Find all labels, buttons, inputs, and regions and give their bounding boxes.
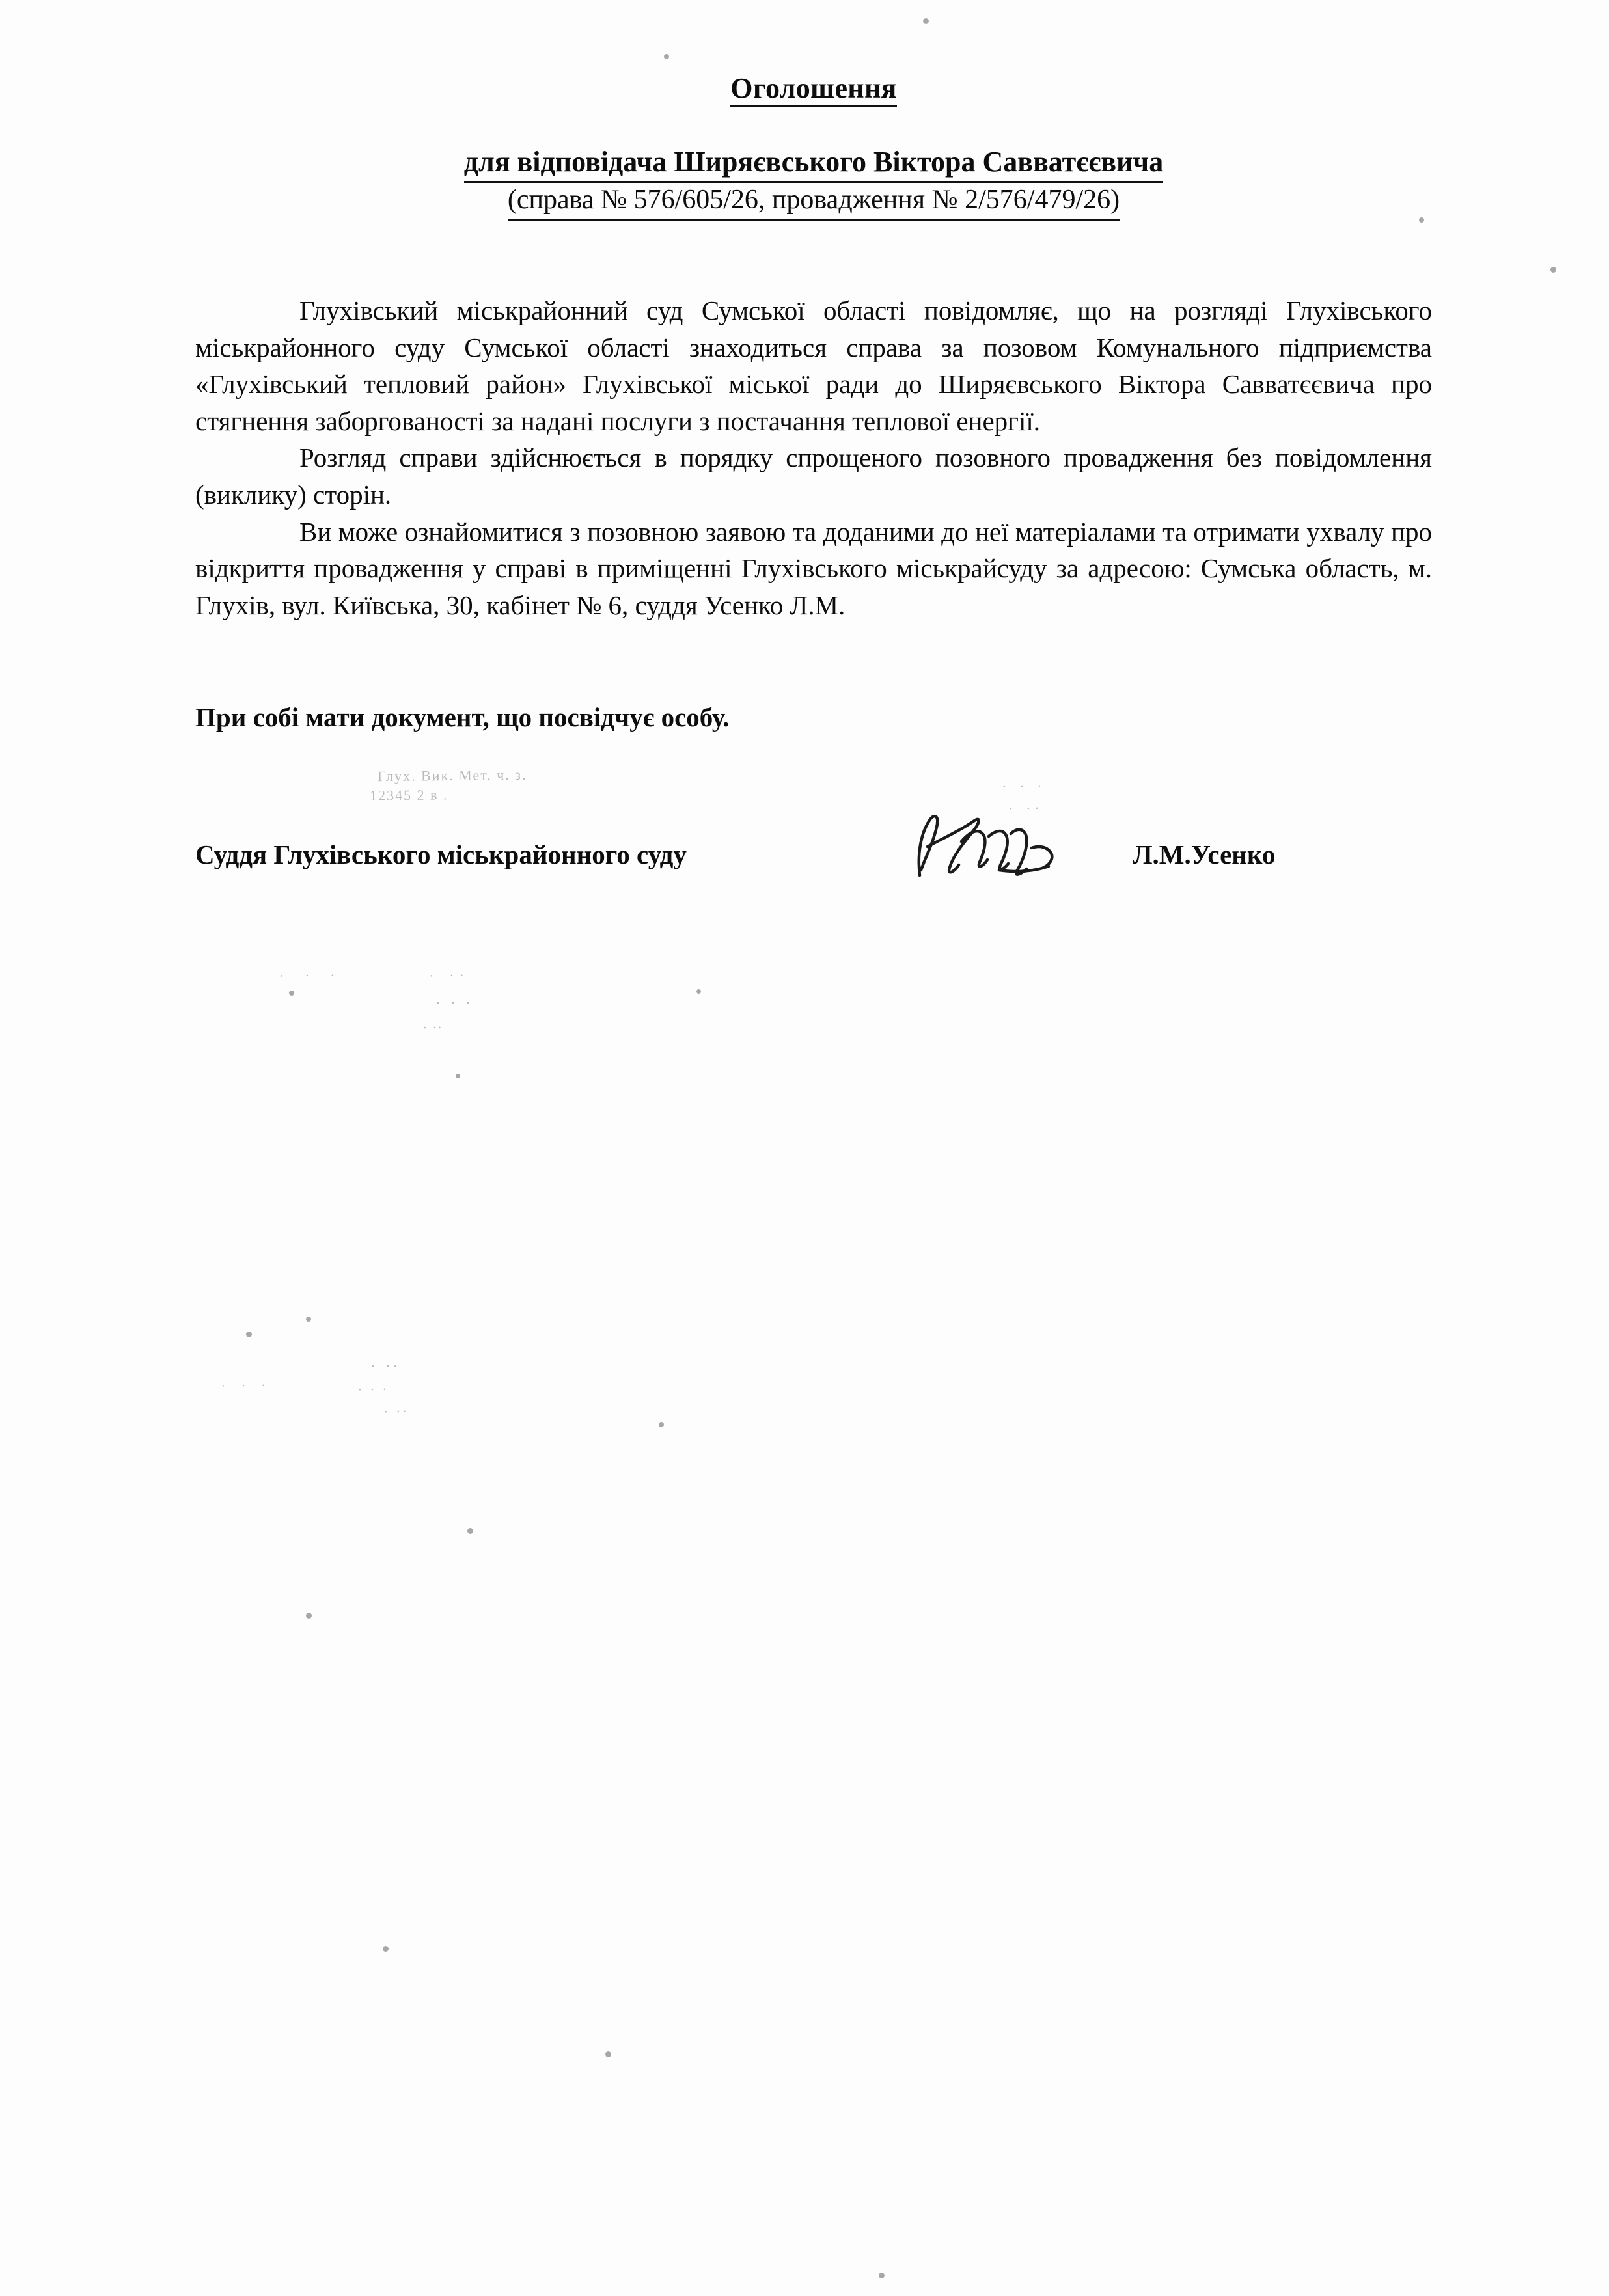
scan-speck [456,1074,460,1078]
paragraph-1: Глухівський міськрайонний суд Сумської області повідомляє, що на розгляді Глухівського міськрайонного суду Сумської області знаходиться справа за позовом Комунального підприємства «Глухівський тепловий район» Глухівської міської ради до Ширяєвського Віктора Савватєєвича про стягнення заборгованості за надані послуги з постачання теплової енергії. [195,295,1432,436]
signature-block [195,834,1432,892]
ghost-line: . .. [1008,795,1045,813]
ghost-line: . .. [429,963,471,980]
ghost-line: . . . [357,1376,389,1394]
ghost-line: 12345 2 в . [369,786,448,804]
scan-speck [879,2273,885,2278]
subtitle-line-1: для відповідача Ширяєвського Віктора Савватєєвича [464,144,1163,183]
page-title-text: Оголошення [730,72,896,107]
scan-speck [246,1332,252,1337]
subtitle-line-2: (справа № 576/605/26, провадження № 2/576/479/26) [508,183,1120,221]
ghost-line: . .. [422,1015,443,1032]
scan-speck [289,991,294,996]
scan-ghost-text-2 [260,957,755,1035]
scan-speck [467,1528,473,1534]
document-note: При собі мати документ, що посвідчує особу. [195,702,730,733]
paragraph-2: Розгляд справи здійснюється в порядку спрощеного позовного провадження без повідомлення (виклику) сторін. [195,443,1432,510]
ghost-line: . . . [279,963,344,980]
page-title [195,72,1432,105]
scan-speck [1550,267,1556,273]
signature-label: Суддя Глухівського міськрайонного суду [195,840,687,870]
document-subtitle [195,144,1432,221]
scan-ghost-text-3 [215,1354,618,1432]
scan-speck [383,1946,389,1952]
signature-name: Л.М.Усенко [1133,840,1276,870]
ghost-line: . .. [383,1399,409,1416]
ghost-line: . . . [1002,773,1047,791]
scan-speck [696,989,701,994]
scan-speck [306,1317,311,1322]
ghost-line: . . . [435,990,474,1007]
scan-speck [306,1613,312,1619]
paragraph-3: Ви може ознайомитися з позовною заявою та доданими до неї матеріалами та отримати ухвалу про відкриття провадження у справі в приміщенні Глухівського міськрайсуду за адресою: Сумська область, м. Глухів, вул. Київська, 30, кабінет № 6, суддя Усенко Л.М. [195,516,1432,620]
document-body [195,0,1432,892]
scan-speck [659,1422,664,1427]
ghost-line: . .. [370,1353,402,1371]
ghost-line: . . . [221,1373,272,1390]
scan-speck [605,2051,611,2057]
handwritten-signature-icon [901,808,1097,886]
ghost-line: Глух. Вик. Мет. ч. з. [377,766,527,785]
